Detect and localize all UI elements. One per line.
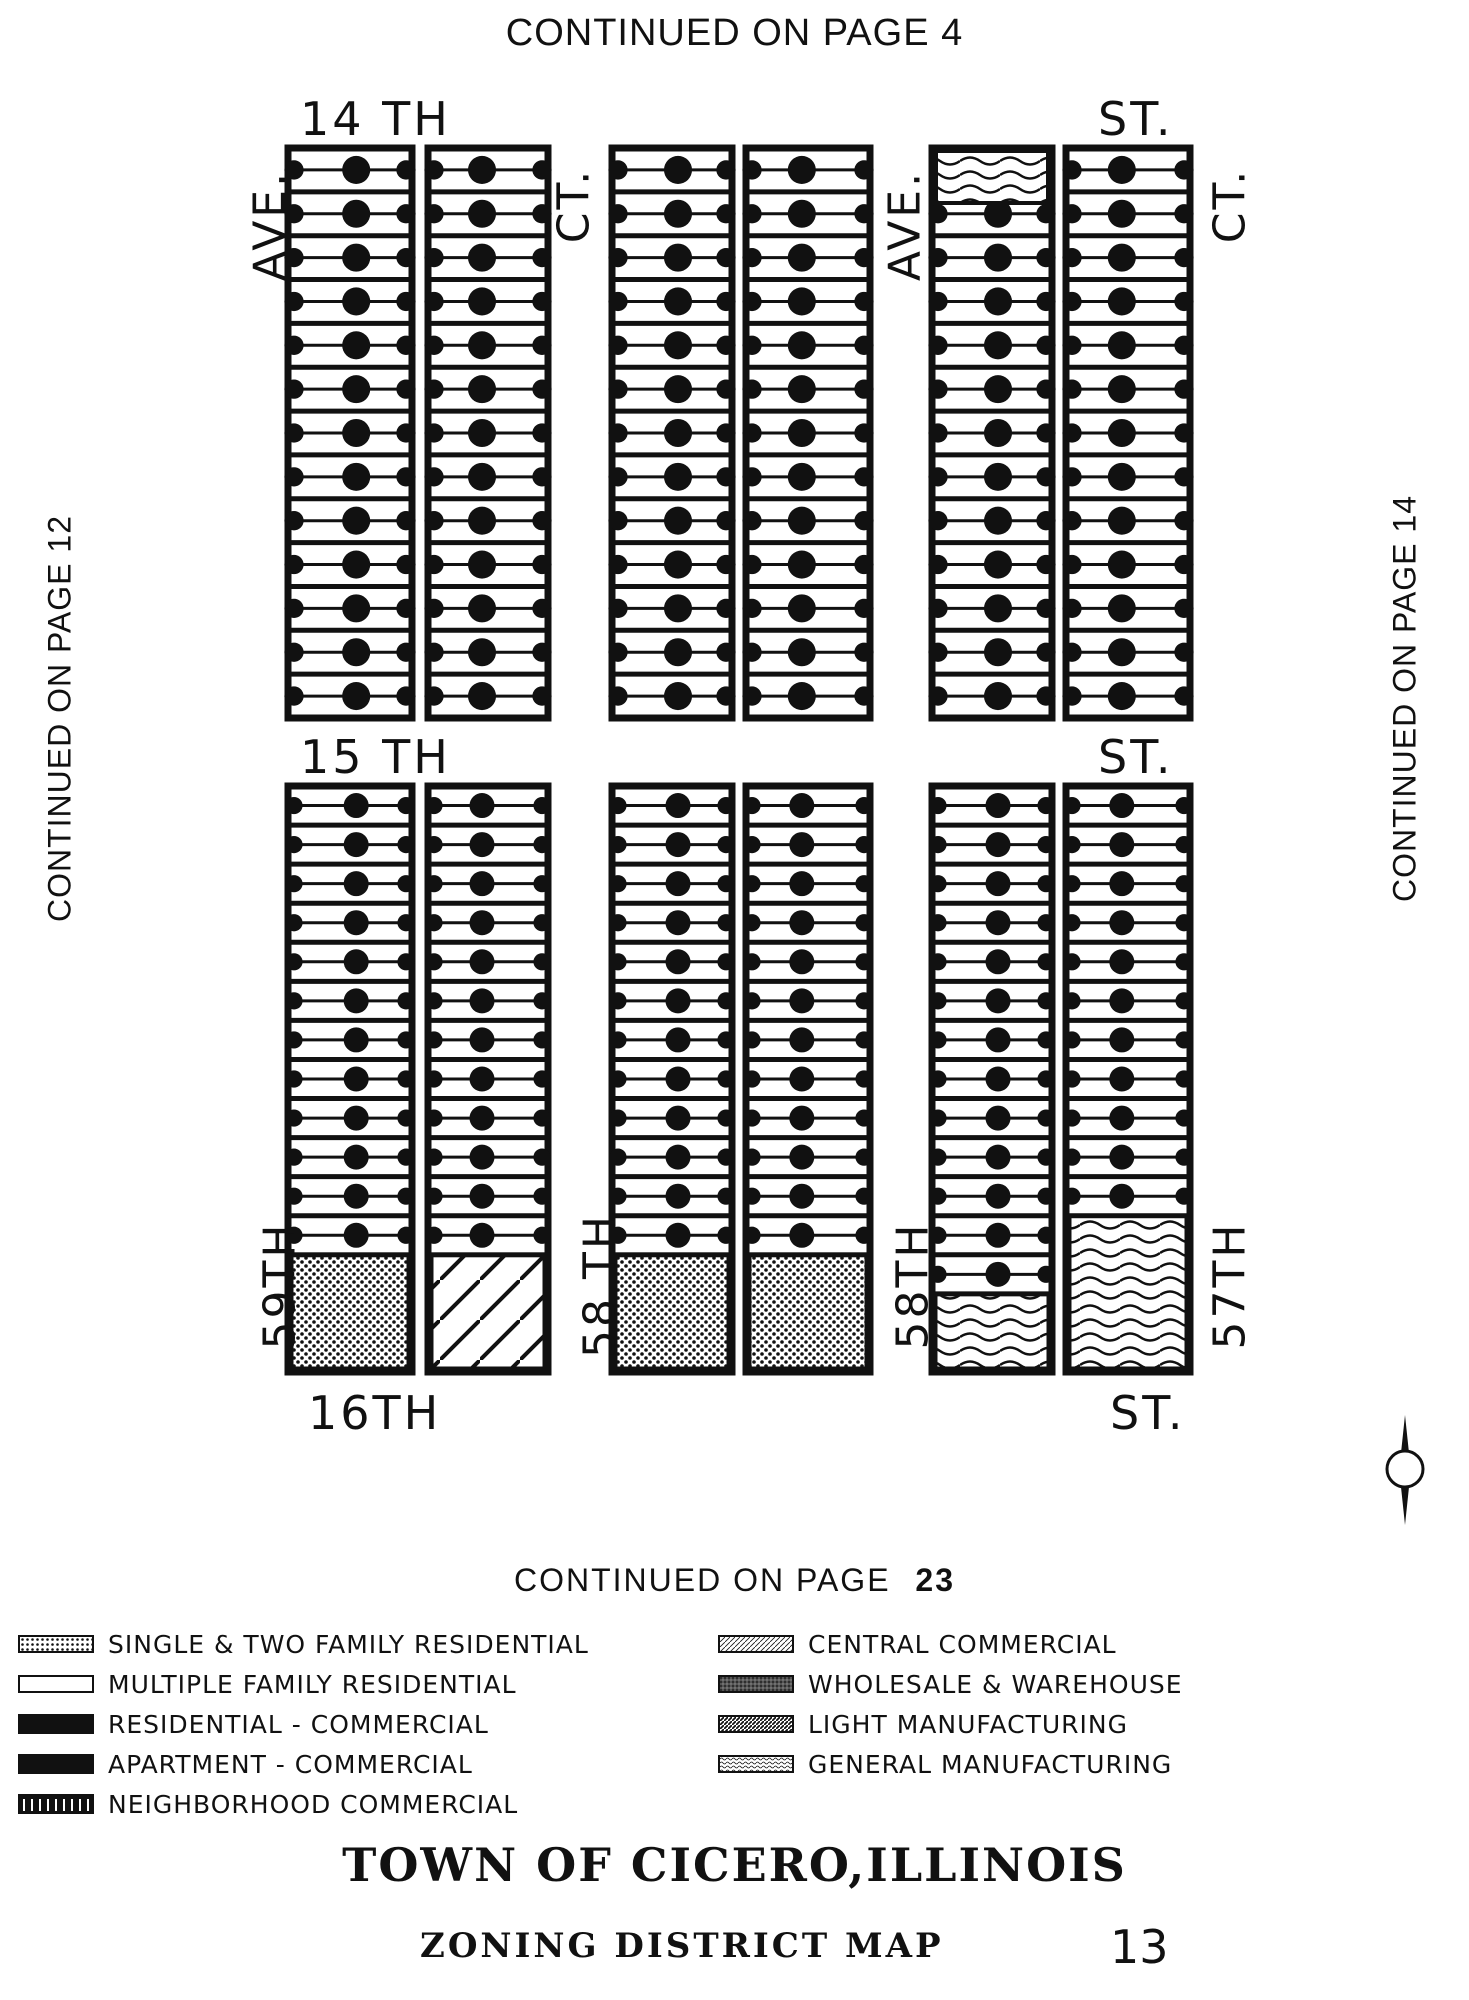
street-label-59th: 59TH bbox=[254, 1221, 306, 1350]
lot-column-top bbox=[424, 148, 551, 718]
street-label-58th-a: 58 TH bbox=[574, 1213, 626, 1358]
legend-swatch-wave bbox=[718, 1755, 794, 1773]
street-label-16th: 16TH bbox=[308, 1386, 442, 1440]
lot-column-top bbox=[608, 148, 735, 718]
legend-label: APARTMENT - COMMERCIAL bbox=[108, 1749, 473, 1779]
lot-column-top bbox=[742, 148, 873, 718]
commercial-parcel bbox=[615, 1255, 729, 1369]
commercial-parcel bbox=[291, 1255, 409, 1369]
continued-right-label: CONTINUED ON PAGE 14 bbox=[1386, 494, 1423, 903]
lot-column-top bbox=[928, 148, 1055, 718]
legend-label: LIGHT MANUFACTURING bbox=[808, 1709, 1128, 1739]
legend-label: MULTIPLE FAMILY RESIDENTIAL bbox=[108, 1669, 517, 1699]
continued-bottom-page: 23 bbox=[915, 1562, 956, 1598]
street-label-57th: 57TH bbox=[1204, 1221, 1256, 1350]
legend-item bbox=[718, 1744, 1183, 1784]
street-label-16th-st: ST. bbox=[1110, 1386, 1186, 1440]
legend-label: GENERAL MANUFACTURING bbox=[808, 1749, 1173, 1779]
legend-swatch-hatch-dark bbox=[718, 1715, 794, 1733]
manufacturing-parcel bbox=[935, 1294, 1049, 1369]
legend-label: SINGLE & TWO FAMILY RESIDENTIAL bbox=[108, 1629, 589, 1659]
continued-top-label: CONTINUED ON PAGE 4 bbox=[505, 12, 964, 54]
legend-item bbox=[18, 1744, 589, 1784]
street-label-ct-right: CT. bbox=[1204, 167, 1256, 244]
legend-left bbox=[18, 1624, 589, 1824]
street-label-14th: 14 TH bbox=[300, 92, 451, 146]
legend-label: RESIDENTIAL - COMMERCIAL bbox=[108, 1709, 489, 1739]
street-label-ave-mid: AVE. bbox=[879, 169, 931, 282]
legend-swatch-bars bbox=[18, 1794, 94, 1814]
legend-item bbox=[718, 1704, 1183, 1744]
page-number: 13 bbox=[1110, 1920, 1169, 1974]
legend-swatch-dots bbox=[18, 1635, 94, 1653]
legend-item bbox=[18, 1664, 589, 1704]
lot-column-top bbox=[1062, 148, 1193, 718]
legend-swatch-grain bbox=[718, 1675, 794, 1693]
continued-left-label: CONTINUED ON PAGE 12 bbox=[41, 514, 78, 923]
legend-label: NEIGHBORHOOD COMMERCIAL bbox=[108, 1789, 519, 1819]
map-title: TOWN OF CICERO,ILLINOIS bbox=[342, 1838, 1127, 1892]
legend-swatch-empty bbox=[18, 1675, 94, 1693]
legend-item bbox=[18, 1624, 589, 1664]
street-label-15th-st: ST. bbox=[1098, 730, 1174, 784]
map-subtitle: ZONING DISTRICT MAP bbox=[420, 1926, 944, 1966]
continued-bottom-label bbox=[0, 1562, 1469, 1599]
legend-item bbox=[718, 1624, 1183, 1664]
legend-item bbox=[18, 1704, 589, 1744]
legend-item bbox=[718, 1664, 1183, 1704]
street-label-58th-b: 58TH bbox=[887, 1221, 939, 1350]
north-arrow-icon bbox=[1380, 1415, 1430, 1525]
legend-swatch-solid bbox=[18, 1714, 94, 1734]
street-label-ave-left: AVE. bbox=[244, 169, 296, 282]
street-label-ct-mid: CT. bbox=[548, 167, 600, 244]
continued-bottom-prefix: CONTINUED ON PAGE bbox=[513, 1562, 891, 1598]
street-label-15th: 15 TH bbox=[300, 730, 451, 784]
street-label-14th-st: ST. bbox=[1098, 92, 1174, 146]
lot-column-top bbox=[284, 148, 415, 718]
legend-label: WHOLESALE & WAREHOUSE bbox=[808, 1669, 1183, 1699]
legend-item bbox=[18, 1784, 589, 1824]
legend-swatch-solid bbox=[18, 1754, 94, 1774]
legend-label: CENTRAL COMMERCIAL bbox=[808, 1629, 1117, 1659]
legend-swatch-hatch-light bbox=[718, 1635, 794, 1653]
lot-column-bottom bbox=[929, 786, 1054, 1372]
manufacturing-parcel bbox=[1069, 1216, 1187, 1369]
manufacturing-parcel bbox=[936, 151, 1048, 203]
commercial-parcel bbox=[749, 1255, 867, 1369]
legend-right bbox=[718, 1624, 1183, 1784]
diagonal-parcel bbox=[431, 1255, 545, 1369]
